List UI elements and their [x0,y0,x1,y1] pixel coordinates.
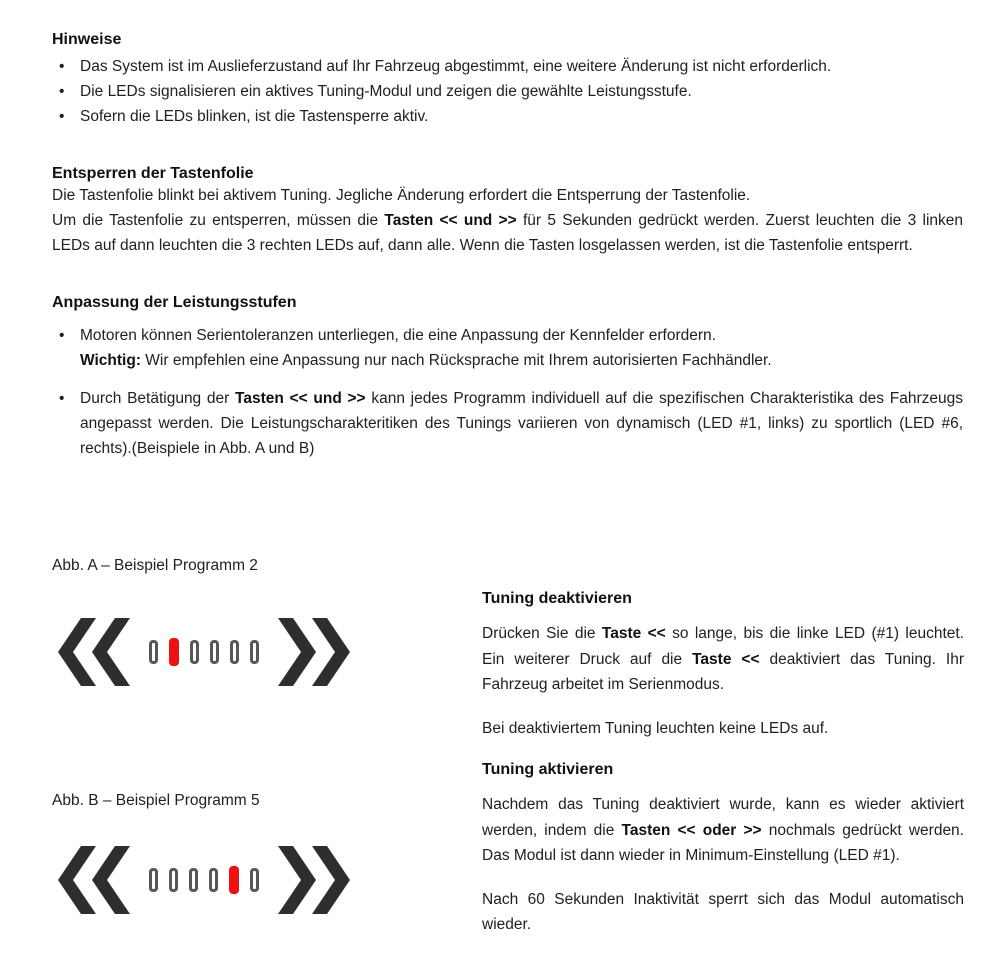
led-4 [209,868,218,892]
text-segment: für 5 Sekunden gedrückt werden. Zuerst leuchten die 3 linken LEDs auf dann leuchten die 3 rechten LEDs auf, dann alle. Wenn die Tasten losgelassen werden, ist die Tastenfolie entsperrt. [52,212,963,254]
section-title-hinweise: Hinweise [52,31,122,48]
text-segment: nochmals gedrückt werden. Das Modul ist dann wieder in Minimum-Einstellung (LED #1). [482,821,964,864]
led-1 [149,640,158,664]
text-segment-bold: Taste << [601,625,666,642]
double-chevron-left-icon [58,846,130,914]
deaktivieren-paragraph [482,621,964,698]
text-segment: Drücken Sie die [482,625,602,642]
subsection-title-aktivieren: Tuning aktivieren [482,761,614,778]
paragraph-line: Die Tastenfolie blinkt bei aktivem Tuning. Jegliche Änderung erfordert die Entsperrung der Tastenfolie. [52,187,751,204]
text-segment: so lange, bis die linke LED (#1) leuchtet. Ein weiterer Druck auf die [482,625,964,668]
list-item [52,323,963,373]
section-title-anpassung: Anpassung der Leistungsstufen [52,294,297,311]
led-2-active [169,638,179,666]
led-5-active [229,866,239,894]
deaktivieren-note: Bei deaktiviertem Tuning leuchten keine LEDs auf. [482,719,829,737]
led-6 [250,640,259,664]
paragraph-line: • Motoren können Serientoleranzen unterliegen, die eine Anpassung der Kennfelder erfordern. [80,327,716,344]
led-row [149,618,259,686]
paragraph-line [80,348,963,373]
list-item [52,386,963,461]
section-title-entsperren: Entsperren der Tastenfolie [52,165,254,182]
text-segment-bold: Tasten << oder >> [621,821,762,839]
double-chevron-left-icon [58,618,130,686]
list-item [52,104,963,129]
entsperren-paragraph [52,183,963,258]
led-2 [169,868,178,892]
led-row [149,846,259,914]
led-1 [149,868,158,892]
subsection-title-deaktivieren: Tuning deaktivieren [482,590,632,607]
anpassung-list [52,323,963,461]
text-segment: Nachdem das Tuning deaktiviert wurde, kann es wieder aktiviert werden, indem die [482,796,964,839]
figure-b-caption: Abb. B – Beispiel Programm 5 [52,792,260,809]
aktivieren-paragraph [482,792,964,869]
text-segment-bold: Wichtig: [80,352,141,369]
text-segment-bold: Tasten << und >> [235,390,366,407]
led-5 [230,640,239,664]
bullet-text: Sofern die LEDs blinken, ist die Tastensperre aktiv. [80,108,429,125]
led-3 [190,640,199,664]
right-instruction-column [482,589,964,938]
bullet-text: Das System ist im Auslieferzustand auf Ihr Fahrzeug abgestimmt, eine weitere Änderung ist nicht erforderlich. [80,58,832,75]
bullet-text: Die LEDs signalisieren ein aktives Tuning-Modul und zeigen die gewählte Leistungsstufe. [80,83,692,100]
double-chevron-right-icon [278,846,350,914]
text-segment: Um die Tastenfolie zu entsperren, müssen die [52,212,385,229]
hinweise-list [52,54,963,129]
text-segment: deaktiviert das Tuning. Ihr Fahrzeug arbeitet im Serienmodus. [482,650,964,693]
list-item [52,54,963,79]
list-item [52,79,963,104]
text-segment-bold: Taste << [692,650,760,668]
paragraph-text [52,208,963,258]
figure-a-caption: Abb. A – Beispiel Programm 2 [52,557,258,574]
text-segment: kann jedes Programm individuell auf die spezifischen Charakteristika des Fahrzeugs angepasst werden. Die Leistungscharakteritiken des Tunings variieren von dynamisch (LED #1, links) zu sportlich (LED #6, rechts).(Beispiele in Abb. A und B) [80,390,963,457]
double-chevron-right-icon [278,618,350,686]
figure-a [58,618,350,686]
led-6 [250,868,259,892]
top-text-area [0,0,1000,461]
text-segment-bold: Tasten << und >> [384,212,517,229]
led-3 [189,868,198,892]
led-4 [210,640,219,664]
text-segment: Wir empfehlen eine Anpassung nur nach Rücksprache mit Ihrem autorisierten Fachhändler. [141,352,772,369]
figure-b [58,846,350,914]
aktivieren-note: Nach 60 Sekunden Inaktivität sperrt sich das Modul automatisch wieder. [482,890,964,933]
text-segment: Durch Betätigung der [80,390,236,407]
